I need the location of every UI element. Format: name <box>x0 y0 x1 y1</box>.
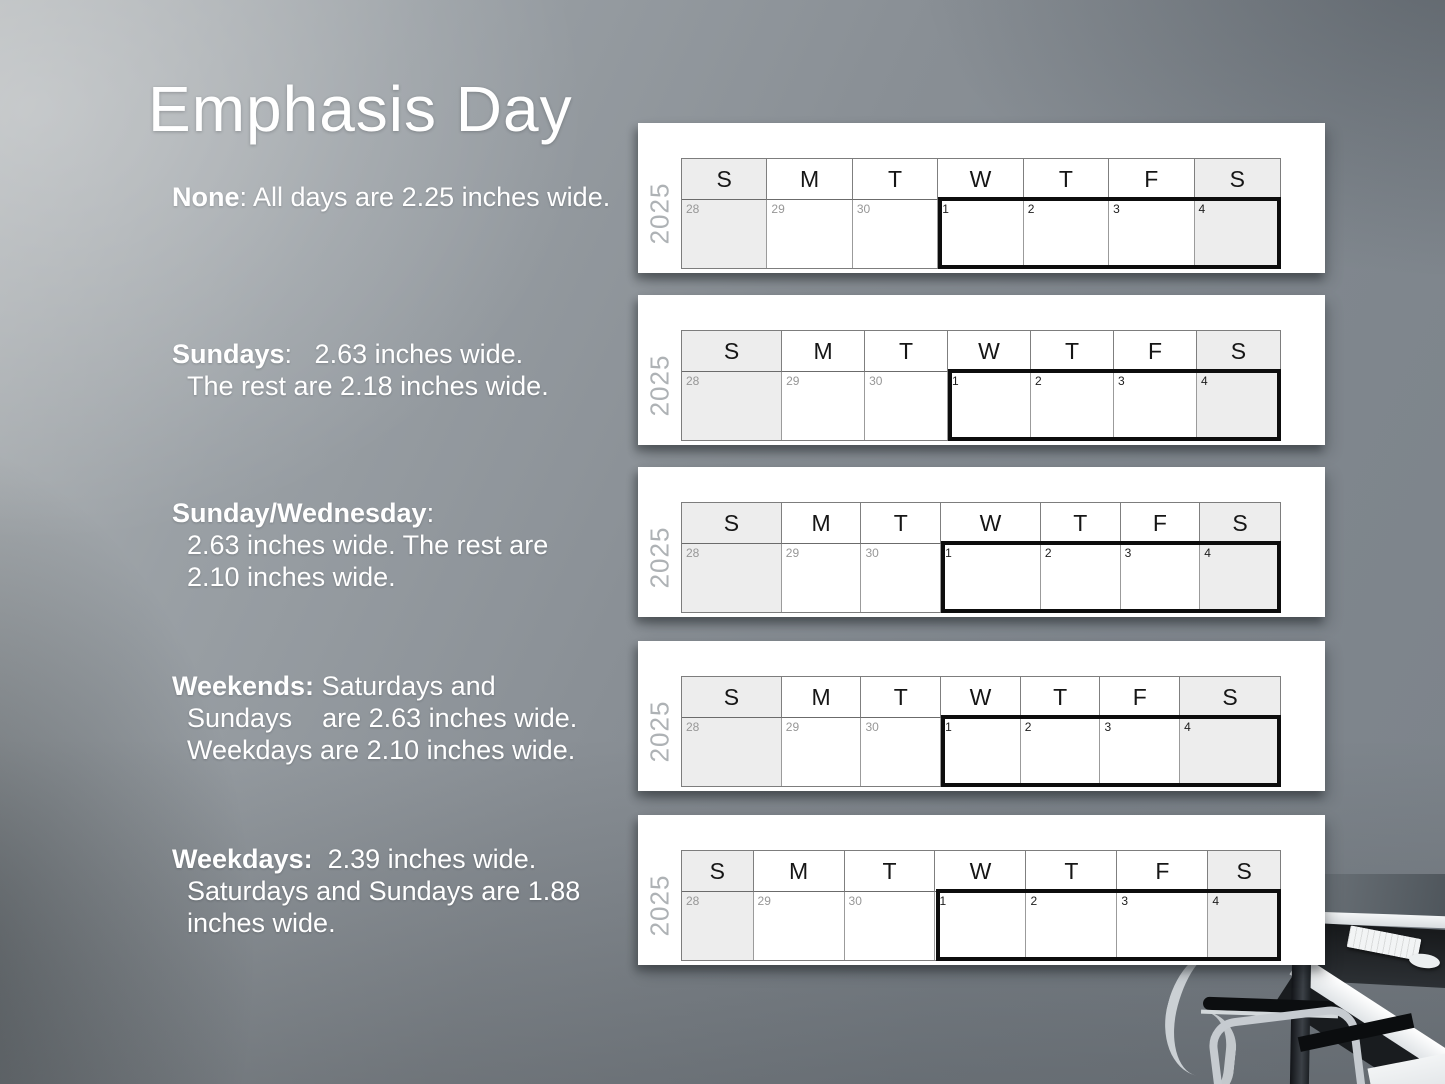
year-label: 2025 <box>644 354 674 417</box>
date-cell <box>682 200 767 268</box>
day-header-row <box>682 851 1280 892</box>
date-cell <box>782 544 862 612</box>
year-label: 2025 <box>644 700 674 763</box>
calendar-card-none <box>638 123 1325 273</box>
date-number: 2 <box>1035 374 1042 388</box>
caption-sundays-line2: The rest are 2.18 inches wide. <box>187 371 549 401</box>
page-title: Emphasis Day <box>148 73 573 145</box>
caption-weekdays-line3: inches wide. <box>187 908 336 938</box>
date-number: 3 <box>1121 894 1129 908</box>
day-header-cell: S <box>682 677 782 718</box>
date-cell <box>1197 372 1280 440</box>
date-cell <box>948 372 1031 440</box>
day-header-cell: W <box>941 677 1021 718</box>
date-cell <box>935 892 1026 960</box>
caption-weekends <box>172 670 577 766</box>
date-cell <box>682 718 782 786</box>
day-header-cell: M <box>782 677 862 718</box>
date-number: 30 <box>869 374 883 388</box>
date-cell <box>1180 718 1280 786</box>
date-number: 29 <box>785 546 800 560</box>
date-number: 29 <box>771 202 785 216</box>
day-header-cell: S <box>1195 159 1280 200</box>
date-cell <box>682 544 782 612</box>
date-cell <box>782 372 865 440</box>
day-header-cell: S <box>682 159 767 200</box>
date-number: 30 <box>865 546 879 560</box>
date-number: 29 <box>785 720 800 734</box>
date-number: 1 <box>939 894 947 908</box>
date-number: 28 <box>686 546 700 560</box>
day-header-cell: T <box>1026 851 1117 892</box>
date-cell <box>1195 200 1280 268</box>
date-cell <box>1200 544 1280 612</box>
date-cell <box>865 372 948 440</box>
day-header-cell: W <box>935 851 1026 892</box>
caption-none-label: None <box>172 182 240 212</box>
year-label-box <box>638 330 681 441</box>
day-header-cell: S <box>1200 503 1280 544</box>
date-cell <box>1100 718 1180 786</box>
caption-sunday-wednesday-text: : <box>426 498 435 528</box>
date-cell <box>1114 372 1197 440</box>
calendar-table <box>681 330 1281 441</box>
day-header-cell: S <box>1208 851 1280 892</box>
caption-sundays <box>172 338 549 402</box>
date-cell <box>682 892 754 960</box>
year-label-box <box>638 158 681 269</box>
day-header-cell: F <box>1114 331 1197 372</box>
date-cell <box>941 544 1041 612</box>
date-row <box>682 544 1280 612</box>
date-row <box>682 718 1280 786</box>
caption-weekdays-label: Weekdays: <box>172 844 313 874</box>
year-label: 2025 <box>644 182 674 245</box>
caption-weekends-text: Saturdays and <box>314 671 496 701</box>
day-header-cell: T <box>865 331 948 372</box>
date-number: 4 <box>1198 202 1206 216</box>
year-label: 2025 <box>644 526 674 589</box>
calendar-table <box>681 158 1281 269</box>
day-header-cell: F <box>1121 503 1201 544</box>
day-header-cell: T <box>1024 159 1109 200</box>
day-header-cell: F <box>1117 851 1208 892</box>
date-number: 1 <box>942 202 949 216</box>
date-number: 2 <box>1027 202 1035 216</box>
caption-sunday-wednesday-line3: 2.10 inches wide. <box>187 562 396 592</box>
date-cell <box>941 718 1021 786</box>
date-cell <box>1121 544 1201 612</box>
day-header-cell: F <box>1109 159 1194 200</box>
day-header-cell: M <box>754 851 845 892</box>
date-cell <box>845 892 936 960</box>
date-number: 3 <box>1113 202 1120 216</box>
caption-weekdays-line2: Saturdays and Sundays are 1.88 <box>187 876 581 906</box>
caption-sundays-label: Sundays <box>172 339 285 369</box>
day-header-cell: T <box>861 677 941 718</box>
calendar-table <box>681 850 1281 961</box>
date-cell <box>1021 718 1101 786</box>
day-header-cell: W <box>948 331 1031 372</box>
date-number: 2 <box>1024 720 1032 734</box>
caption-weekdays-text: 2.39 inches wide. <box>312 844 537 874</box>
caption-weekends-label: Weekends: <box>172 671 315 701</box>
day-header-cell: S <box>1197 331 1280 372</box>
date-cell <box>754 892 845 960</box>
date-number: 2 <box>1044 546 1052 560</box>
date-number: 3 <box>1124 546 1132 560</box>
chair-frame-loop <box>1206 1003 1370 1084</box>
year-label-box <box>638 850 681 961</box>
day-header-cell: S <box>682 331 782 372</box>
date-cell <box>853 200 938 268</box>
day-header-cell: S <box>1180 677 1280 718</box>
day-header-cell: T <box>861 503 941 544</box>
calendar-card-weekends <box>638 641 1325 791</box>
date-number: 4 <box>1212 894 1220 908</box>
date-number: 30 <box>865 720 879 734</box>
day-header-row <box>682 331 1280 372</box>
year-label-box <box>638 676 681 787</box>
date-row <box>682 372 1280 440</box>
caption-sunday-wednesday-line2: 2.63 inches wide. The rest are <box>187 530 549 560</box>
calendar-card-weekdays <box>638 815 1325 965</box>
date-number: 28 <box>686 894 700 908</box>
date-cell <box>1026 892 1117 960</box>
caption-none <box>172 181 610 213</box>
day-header-cell: F <box>1100 677 1180 718</box>
year-label-box <box>638 502 681 613</box>
day-header-cell: M <box>782 503 862 544</box>
date-number: 29 <box>786 374 800 388</box>
year-label: 2025 <box>644 874 674 937</box>
date-cell <box>861 544 941 612</box>
date-number: 4 <box>1184 720 1191 734</box>
day-header-row <box>682 503 1280 544</box>
day-header-row <box>682 159 1280 200</box>
date-number: 4 <box>1200 374 1208 388</box>
caption-weekdays <box>172 843 580 939</box>
date-row <box>682 892 1280 960</box>
date-cell <box>782 718 862 786</box>
date-cell <box>682 372 782 440</box>
calendar-card-sundays <box>638 295 1325 445</box>
date-cell <box>767 200 852 268</box>
date-number: 1 <box>945 720 952 734</box>
day-header-cell: T <box>1041 503 1121 544</box>
date-cell <box>1024 200 1109 268</box>
date-cell <box>1109 200 1194 268</box>
caption-sunday-wednesday <box>172 497 548 593</box>
date-number: 3 <box>1104 720 1112 734</box>
calendar-table <box>681 502 1281 613</box>
day-header-cell: T <box>1021 677 1101 718</box>
day-header-cell: S <box>682 503 782 544</box>
date-cell <box>1041 544 1121 612</box>
date-number: 4 <box>1204 546 1211 560</box>
calendar-table <box>681 676 1281 787</box>
caption-none-text: : All days are 2.25 inches wide. <box>239 182 611 212</box>
day-header-cell: M <box>767 159 852 200</box>
date-cell <box>938 200 1023 268</box>
date-cell <box>1208 892 1280 960</box>
day-header-cell: S <box>682 851 754 892</box>
caption-sunday-wednesday-label: Sunday/Wednesday <box>172 498 427 528</box>
date-number: 28 <box>686 720 700 734</box>
day-header-cell: W <box>938 159 1023 200</box>
date-number: 1 <box>952 374 959 388</box>
day-header-cell: M <box>782 331 865 372</box>
calendar-card-sunday-wednesday <box>638 467 1325 617</box>
date-number: 1 <box>945 546 952 560</box>
day-header-row <box>682 677 1280 718</box>
day-header-cell: T <box>845 851 936 892</box>
caption-weekends-line2: Sundays are 2.63 inches wide. <box>187 703 578 733</box>
date-cell <box>861 718 941 786</box>
day-header-cell: T <box>1031 331 1114 372</box>
day-header-cell: W <box>941 503 1041 544</box>
date-number: 29 <box>757 894 771 908</box>
date-number: 28 <box>686 202 700 216</box>
caption-sundays-text: : 2.63 inches wide. <box>284 339 524 369</box>
date-number: 30 <box>848 894 862 908</box>
date-number: 30 <box>856 202 871 216</box>
date-cell <box>1031 372 1114 440</box>
date-number: 2 <box>1030 894 1038 908</box>
day-header-cell: T <box>853 159 938 200</box>
date-cell <box>1117 892 1208 960</box>
caption-weekends-line3: Weekdays are 2.10 inches wide. <box>187 735 576 765</box>
date-number: 3 <box>1117 374 1125 388</box>
date-row <box>682 200 1280 268</box>
date-number: 28 <box>686 374 700 388</box>
